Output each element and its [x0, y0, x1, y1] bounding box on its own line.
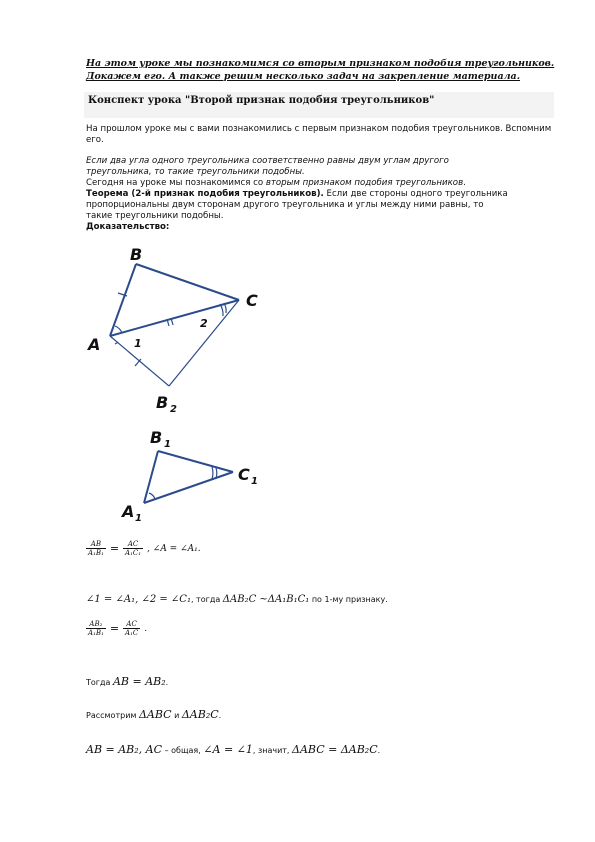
side-b2c: [169, 300, 239, 386]
label-b: B: [130, 245, 143, 264]
sides-math: AB = AB₂, AC: [86, 743, 163, 756]
equation-ab-eq-ab2: [86, 670, 168, 689]
common-text: – общая,: [162, 746, 204, 755]
then-label: Тогда: [86, 678, 113, 687]
label-a1-sub: 1: [135, 513, 142, 524]
hence-text: , значит,: [252, 746, 293, 755]
triangle-abc-math: ΔABC: [138, 708, 172, 721]
theorem-line3: такие треугольники подобны.: [86, 211, 224, 221]
equation-angles-similar: [86, 587, 388, 606]
fraction-ab2: $\frac{\text{AB₂}}{\text{A₁B₁}}$: [88, 620, 104, 637]
period-5: .: [218, 711, 222, 720]
today-prefix: Сегодня на уроке мы познакомимся со: [86, 178, 266, 188]
recall-paragraph: На прошлом уроке мы с вами познакомились с первым признаком подобия треугольников. Вспомним его.: [86, 124, 552, 145]
theorem-title: Теорема (2-й признак подобия треугольников).: [86, 189, 324, 199]
figure-triangle-abc: [86, 240, 276, 424]
first-sign-line2: треугольника, то такие треугольники подобны.: [86, 167, 305, 177]
equals-sign-2: =: [109, 622, 120, 635]
angle-2-label: 2: [200, 317, 208, 330]
label-c1-sub: 1: [251, 476, 258, 487]
label-b1: B: [150, 428, 163, 447]
then-text: , тогда: [190, 595, 223, 604]
theorem-line1: [86, 189, 556, 200]
side-ac: [110, 300, 239, 336]
by-first-sign-text: по 1-му признаку.: [309, 595, 388, 604]
first-sign-line1: Если два угла одного треугольника соответственно равны двум углам другого: [86, 156, 449, 166]
consider-triangles: [86, 703, 221, 722]
fraction-ac-2: $\frac{AC}{\text{A₁C}}$: [125, 620, 139, 637]
label-c1: C: [238, 465, 250, 484]
triangle-ab2c-math: ΔAB₂C: [181, 708, 219, 721]
angle-1-label: 1: [134, 337, 142, 350]
conclusion-equality: [86, 738, 380, 757]
label-b1-sub: 1: [164, 439, 171, 450]
fraction-ab: $\frac{AB}{\text{A₁B₁}}$: [88, 540, 104, 557]
first-sign-block: [86, 156, 556, 233]
proof-label: Доказательство:: [86, 222, 170, 232]
consider-text: Рассмотрим: [86, 711, 139, 720]
angles-math: ∠1 = ∠A₁, ∠2 = ∠C₁: [86, 594, 191, 605]
label-a: A: [88, 335, 101, 354]
equation-ratio-sides: [86, 540, 201, 557]
period-4: .: [165, 678, 169, 687]
ab-eq-math: AB = AB₂: [112, 675, 166, 688]
side-ab: [110, 264, 136, 336]
label-b2: B: [156, 393, 169, 412]
today-italic: вторым признаком подобия треугольников: [265, 178, 464, 188]
lesson-header-title: Конспект урока "Второй признак подобия треугольников": [88, 95, 435, 106]
equation-ratio-ab2: [86, 620, 147, 637]
label-c: C: [246, 291, 258, 310]
theorem-text1: Если две стороны одного треугольника: [323, 189, 508, 199]
angle-equality: , ∠A = ∠A₁.: [147, 543, 201, 554]
figure-triangle-a1b1c1: [120, 425, 270, 529]
today-suffix: .: [463, 178, 466, 188]
side-bc: [136, 264, 239, 300]
period-3: .: [144, 623, 148, 634]
intro-text: На этом уроке мы познакомимся со вторым признаком подобия треугольников. Докажем его. А также решим несколько задач на закрепление материала.: [86, 58, 555, 82]
equals-sign: =: [109, 542, 120, 555]
period-6: .: [377, 746, 381, 755]
label-a1: A: [122, 502, 135, 521]
label-b2-sub: 2: [170, 404, 177, 415]
similarity-math: ΔAB₂C ~ΔA₁B₁C₁: [222, 594, 310, 605]
fraction-ac: $\frac{AC}{\text{A₁C₁}}$: [125, 540, 142, 557]
theorem-line2: пропорциональны двум сторонам другого треугольника и углы между ними равны, то: [86, 200, 484, 210]
today-line: [86, 178, 556, 189]
angle-a-eq-1-math: ∠A = ∠1: [203, 743, 253, 756]
triangles-equal-math: ΔABC = ΔAB₂C: [292, 743, 378, 756]
and-text: и: [171, 711, 182, 720]
